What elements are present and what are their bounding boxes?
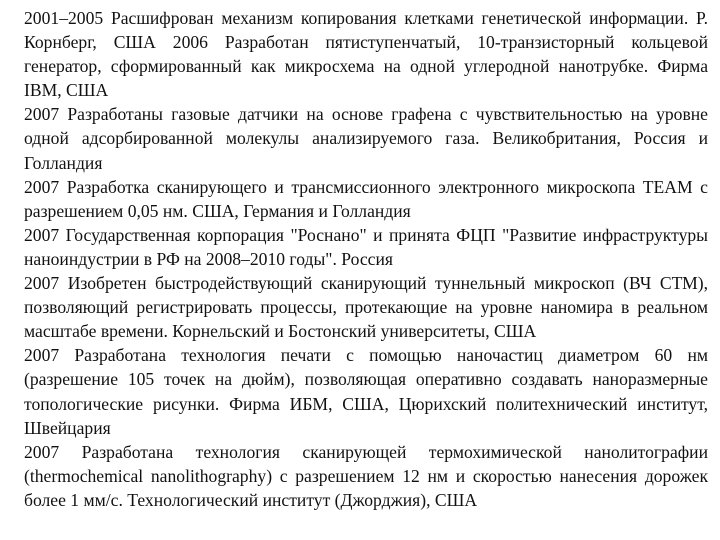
timeline-entry-graphene-sensors: 2007 Разработаны газовые датчики на основе графена с чувствительностью на уровне одной адсорбированной молекулы анализируемого газа. Великобритания, Россия и Голландия [24,104,708,173]
timeline-entry-2001-2006: 2001–2005 Расшифрован механизм копирования клетками генетической информации. Р. Корнберг, США 2006 Разработан пятиступенчатый, 10-транзисторный кольцевой генератор, сформированный как микросхема на одной углеродной нанотрубке. Фирма IBM, США [24,8,708,101]
timeline-entry-thermochemical-nanolithography: 2007 Разработана технология сканирующей термохимической нанолитографии (thermochemical nanolithography) с разрешением 12 нм и скоростью нанесения дорожек более 1 мм/с. Технологический институт (Джорджия), США [24,441,708,510]
timeline-entry-rosnano: 2007 Государственная корпорация "Роснано" и принята ФЦП "Развитие инфраструктуры наноиндустрии в РФ на 2008–2010 годы". Россия [24,224,708,269]
timeline-entry-team-microscope: 2007 Разработка сканирующего и трансмиссионного электронного микроскопа ТЕАМ с разрешением 0,05 нм. США, Германия и Голландия [24,176,708,221]
timeline-entry-nanoparticle-printing: 2007 Разработана технология печати с помощью наночастиц диаметром 60 нм (разрешение 105 точек на дюйм), позволяющая оперативно создавать наноразмерные топологические рисунки. Фирма ИБМ, США, Цюрихский политехнический институт, Швейцария [24,345,708,438]
timeline-entry-hf-stm: 2007 Изобретен быстродействующий сканирующий туннельный микроскоп (ВЧ СТМ), позволяющий регистрировать процессы, протекающие на уровне наномира в реальном масштабе времени. Корнельский и Бостонский университеты, США [24,273,708,342]
document-body [24,6,708,512]
